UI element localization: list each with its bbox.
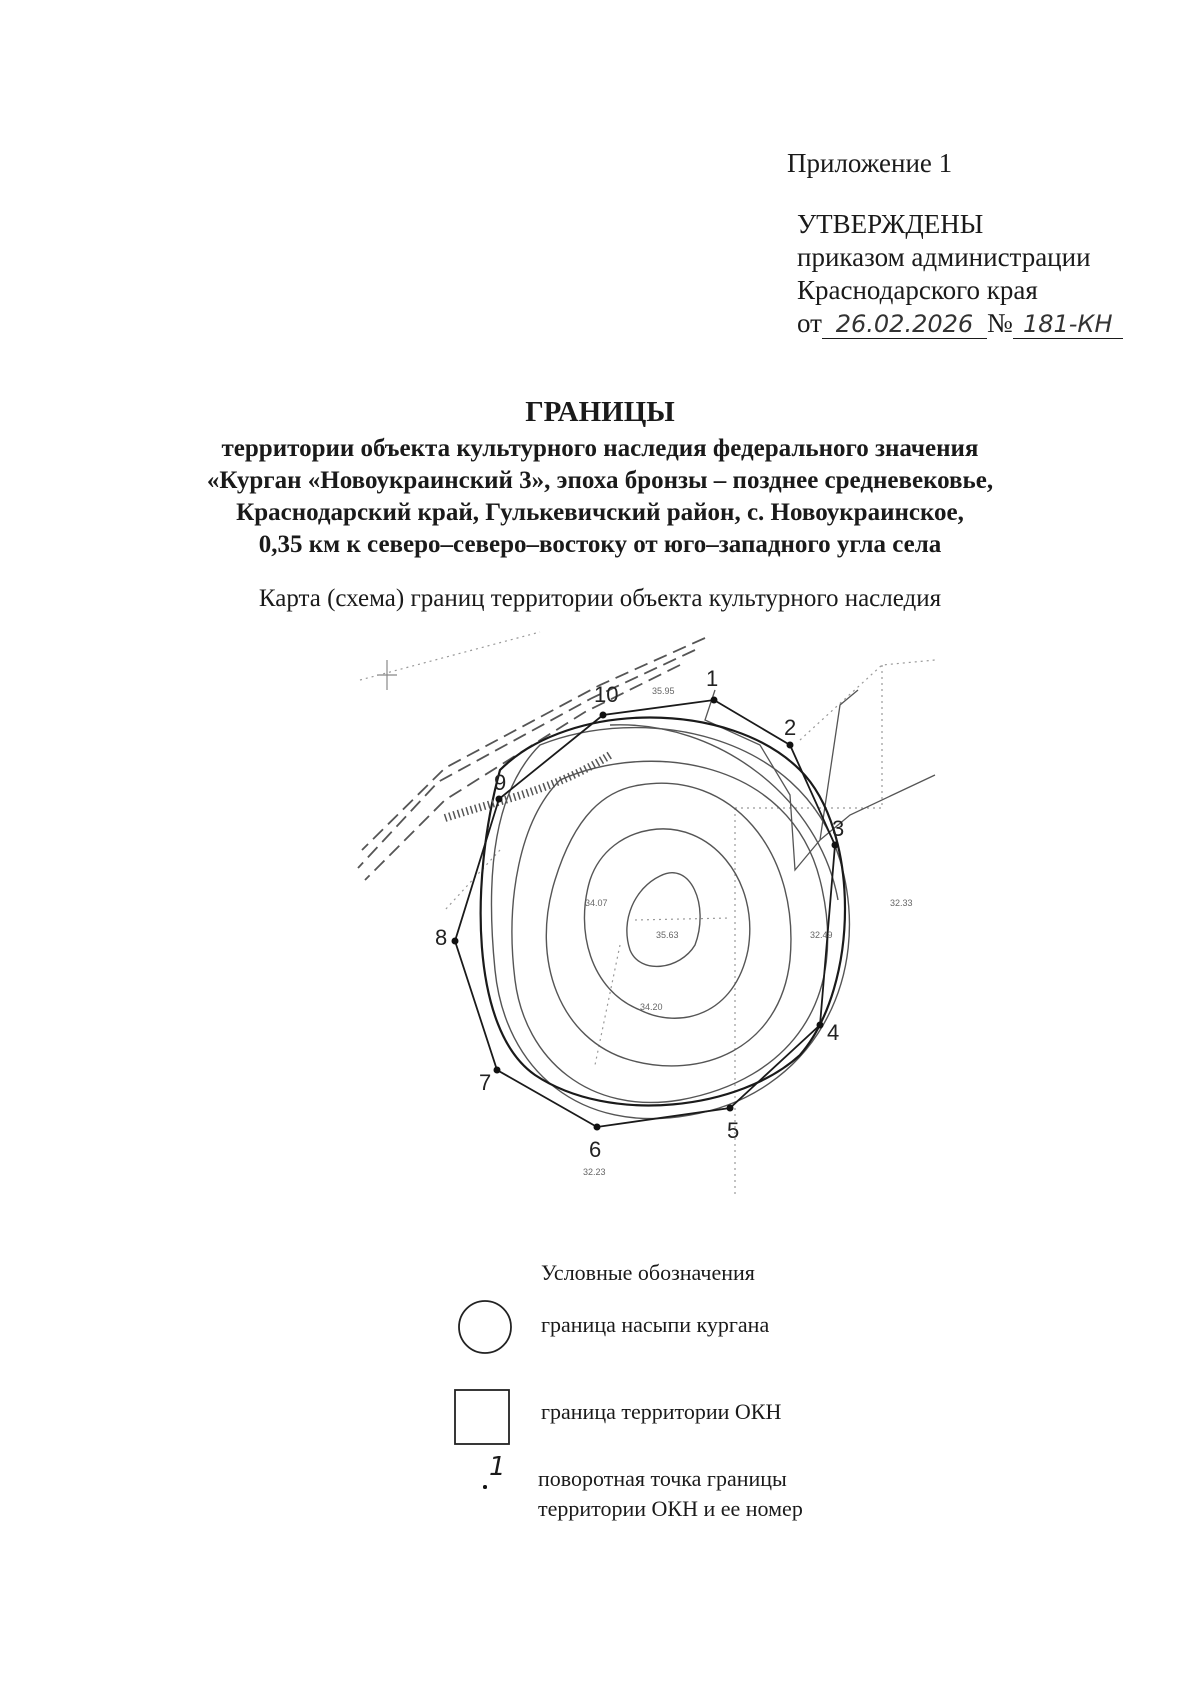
turning-point-4: [817, 1022, 824, 1029]
title-line-4: 0,35 км к северо–северо–востоку от юго–западного угла села: [258, 531, 942, 558]
point-label-5: 5: [727, 1118, 740, 1143]
point-label-7: 7: [479, 1070, 492, 1095]
legend-mound-label: граница насыпи кургана: [541, 1312, 770, 1337]
approval-line-2: Краснодарского края: [797, 275, 1038, 305]
elevation-bottom: 32.23: [583, 1167, 606, 1177]
map-caption: Карта (схема) границ территории объекта культурного наследия: [258, 585, 942, 612]
turning-point-1: [711, 697, 718, 704]
point-label-4: 4: [827, 1020, 840, 1045]
turning-point-legend-icon: [483, 1485, 487, 1489]
legend-point-label-line-2: территории ОКН и ее номер: [538, 1496, 803, 1521]
point-label-1: 1: [706, 666, 719, 691]
road-lines: [358, 638, 705, 880]
approval-title: УТВЕРЖДЕНЫ: [797, 209, 984, 239]
point-label-8: 8: [435, 925, 448, 950]
approval-line-1: приказом администрации: [797, 242, 1091, 272]
elevation-west: 34.07: [585, 898, 608, 908]
title-line-1: территории объекта культурного наследия федерального значения: [221, 435, 979, 462]
turning-point-8: [452, 938, 459, 945]
elevation-center: 35.63: [656, 930, 679, 940]
legend-point-label-line-1: поворотная точка границы: [538, 1466, 787, 1491]
point-label-10: 10: [594, 682, 619, 707]
point-label-9: 9: [494, 770, 507, 795]
north-arrow-icon: [377, 660, 397, 690]
mound-boundary: [481, 718, 845, 1106]
turning-point-7: [494, 1067, 501, 1074]
elevation-east: 32.49: [810, 930, 833, 940]
elevation-south: 34.20: [640, 1002, 663, 1012]
annex-label: Приложение 1: [787, 148, 953, 178]
document-heading: ГРАНИЦЫ: [525, 396, 675, 428]
territory-legend-square-icon: [452, 1387, 512, 1447]
approval-date: 26.02.2026: [822, 310, 987, 339]
date-prefix: от: [797, 308, 822, 338]
elevation-top: 35.95: [652, 686, 675, 696]
legend-point-number: 1: [489, 1452, 506, 1482]
turning-point-6: [594, 1124, 601, 1131]
turning-point-9: [496, 796, 503, 803]
point-label-2: 2: [784, 715, 797, 740]
turning-point-3: [832, 842, 839, 849]
elevation-far-east: 32.33: [890, 898, 913, 908]
legend-title: Условные обозначения: [541, 1260, 755, 1285]
turning-point-2: [787, 742, 794, 749]
turning-point-5: [727, 1105, 734, 1112]
point-label-6: 6: [589, 1137, 602, 1162]
title-line-3: Краснодарский край, Гулькевичский район, с. Новоукраинское,: [236, 499, 964, 526]
approval-number: 181-КН: [1013, 310, 1123, 339]
point-label-3: 3: [832, 816, 845, 841]
number-prefix: №: [986, 308, 1013, 338]
turning-point-10: [600, 712, 607, 719]
title-line-2: «Курган «Новоукраинский 3», эпоха бронзы – позднее средневековье,: [206, 467, 994, 494]
legend-territory-label: граница территории ОКН: [541, 1399, 782, 1424]
mound-legend-circle-icon: [455, 1297, 515, 1357]
